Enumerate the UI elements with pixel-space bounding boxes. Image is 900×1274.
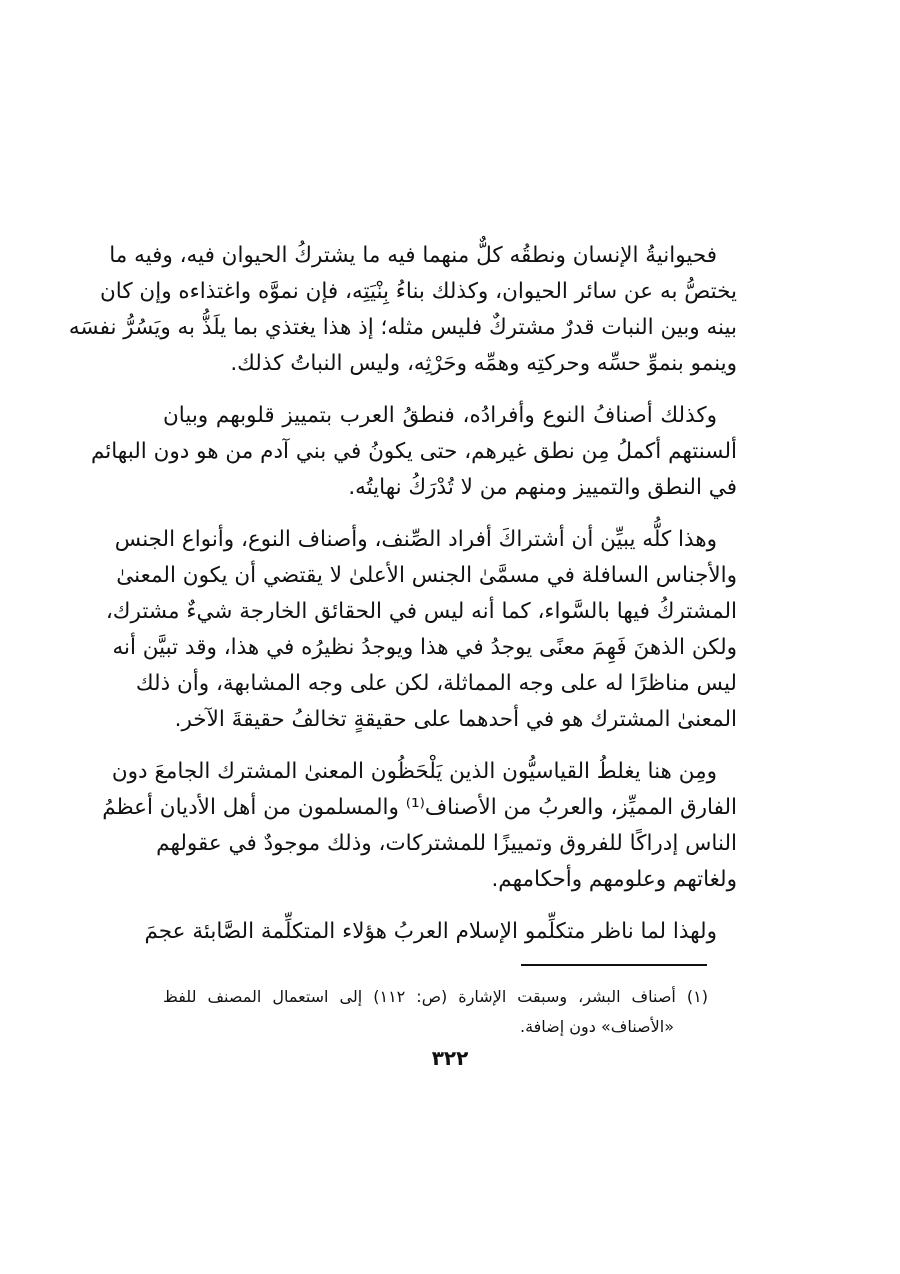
paragraph-5 [144, 914, 737, 950]
text-line: والأجناس السافلة في مسمَّىٰ الجنس الأعلىٰ لا يقتضي أن يكون المعنىٰ [116, 563, 737, 588]
text-line: في النطق والتمييز ومنهم من لا تُدْرَكُ نهايتُه. [348, 475, 737, 500]
main-text [68, 238, 737, 966]
footnote-line: «الأصناف» دون إضافة. [519, 1017, 674, 1036]
paragraph-1 [68, 238, 737, 382]
text-line: الناس إدراكًا للفروق وتمييزًا للمشتركات، وذلك موجودٌ في عقولهم [156, 831, 737, 856]
text-line: الفارق المميِّز، والعربُ من الأصناف⁽¹⁾ والمسلمون من أهل الأديان أعظمُ [102, 795, 737, 820]
paragraph-2 [90, 398, 737, 506]
text-line: المعنىٰ المشترك هو في أحدهما على حقيقةٍ تخالفُ حقيقةَ الآخر. [174, 707, 737, 732]
footnote-divider [521, 964, 707, 966]
text-line: وكذلك أصنافُ النوع وأفرادُه، فنطقُ العرب بتمييز قلوبهم وبيان [163, 403, 717, 428]
paragraph-3 [105, 522, 737, 738]
text-line: ومِن هنا يغلطُ القياسيُّون الذين يَلْحَظُون المعنىٰ المشترك الجامعَ دون [111, 759, 717, 784]
footnote-line: (١) أصناف البشر، وسبقت الإشارة (ص: ١١٢) إلى استعمال المصنف للفظ [163, 987, 708, 1006]
text-line: ليس مناظرًا له على وجه المماثلة، لكن على وجه المشابهة، وأن ذلك [135, 671, 737, 696]
text-line: بينه وبين النبات قدرٌ مشتركٌ فليس مثله؛ إذ هذا يغتذي بما يلَذُّ به ويَسُرُّ نفسَه [68, 315, 737, 340]
footnote [163, 982, 708, 1042]
text-line: فحيوانيةُ الإنسان ونطقُه كلٌّ منهما فيه ما يشتركُ الحيوان فيه، وفيه ما [109, 243, 717, 268]
paragraph-4 [102, 754, 737, 898]
text-line: ألسنتهم أكملُ مِن نطق غيرهم، حتى يكونُ في بني آدم من هو دون البهائم [90, 439, 737, 464]
text-line: ولغاتهم وعلومهم وأحكامهم. [491, 867, 737, 892]
text-line: يختصُّ به عن سائر الحيوان، وكذلك بناءُ بِنْيَتِه، فإن نموَّه واغتذاءه وإن كان [100, 279, 737, 304]
text-line: المشتركُ فيها بالسَّواء، كما أنه ليس في الحقائق الخارجة شيءٌ مشترك، [105, 599, 737, 624]
text-line: وهذا كلُّه يبيِّن أن أشتراكَ أفراد الصِّنف، وأصناف النوع، وأنواع الجنس [114, 527, 717, 552]
text-line: ولهذا لما ناظر متكلِّمو الإسلام العربُ هؤلاء المتكلِّمة الصَّابئة عجمَ [144, 919, 717, 944]
text-line: ولكن الذهنَ فَهِمَ معنًى يوجدُ في هذا ويوجدُ نظيرُه في هذا، وقد تبيَّن أنه [112, 635, 737, 660]
text-line: وينمو بنموِّ حسِّه وحركتِه وهمِّه وحَرْثِه، وليس النباتُ كذلك. [230, 351, 737, 376]
page-number: ٣٢٢ [431, 1046, 469, 1070]
